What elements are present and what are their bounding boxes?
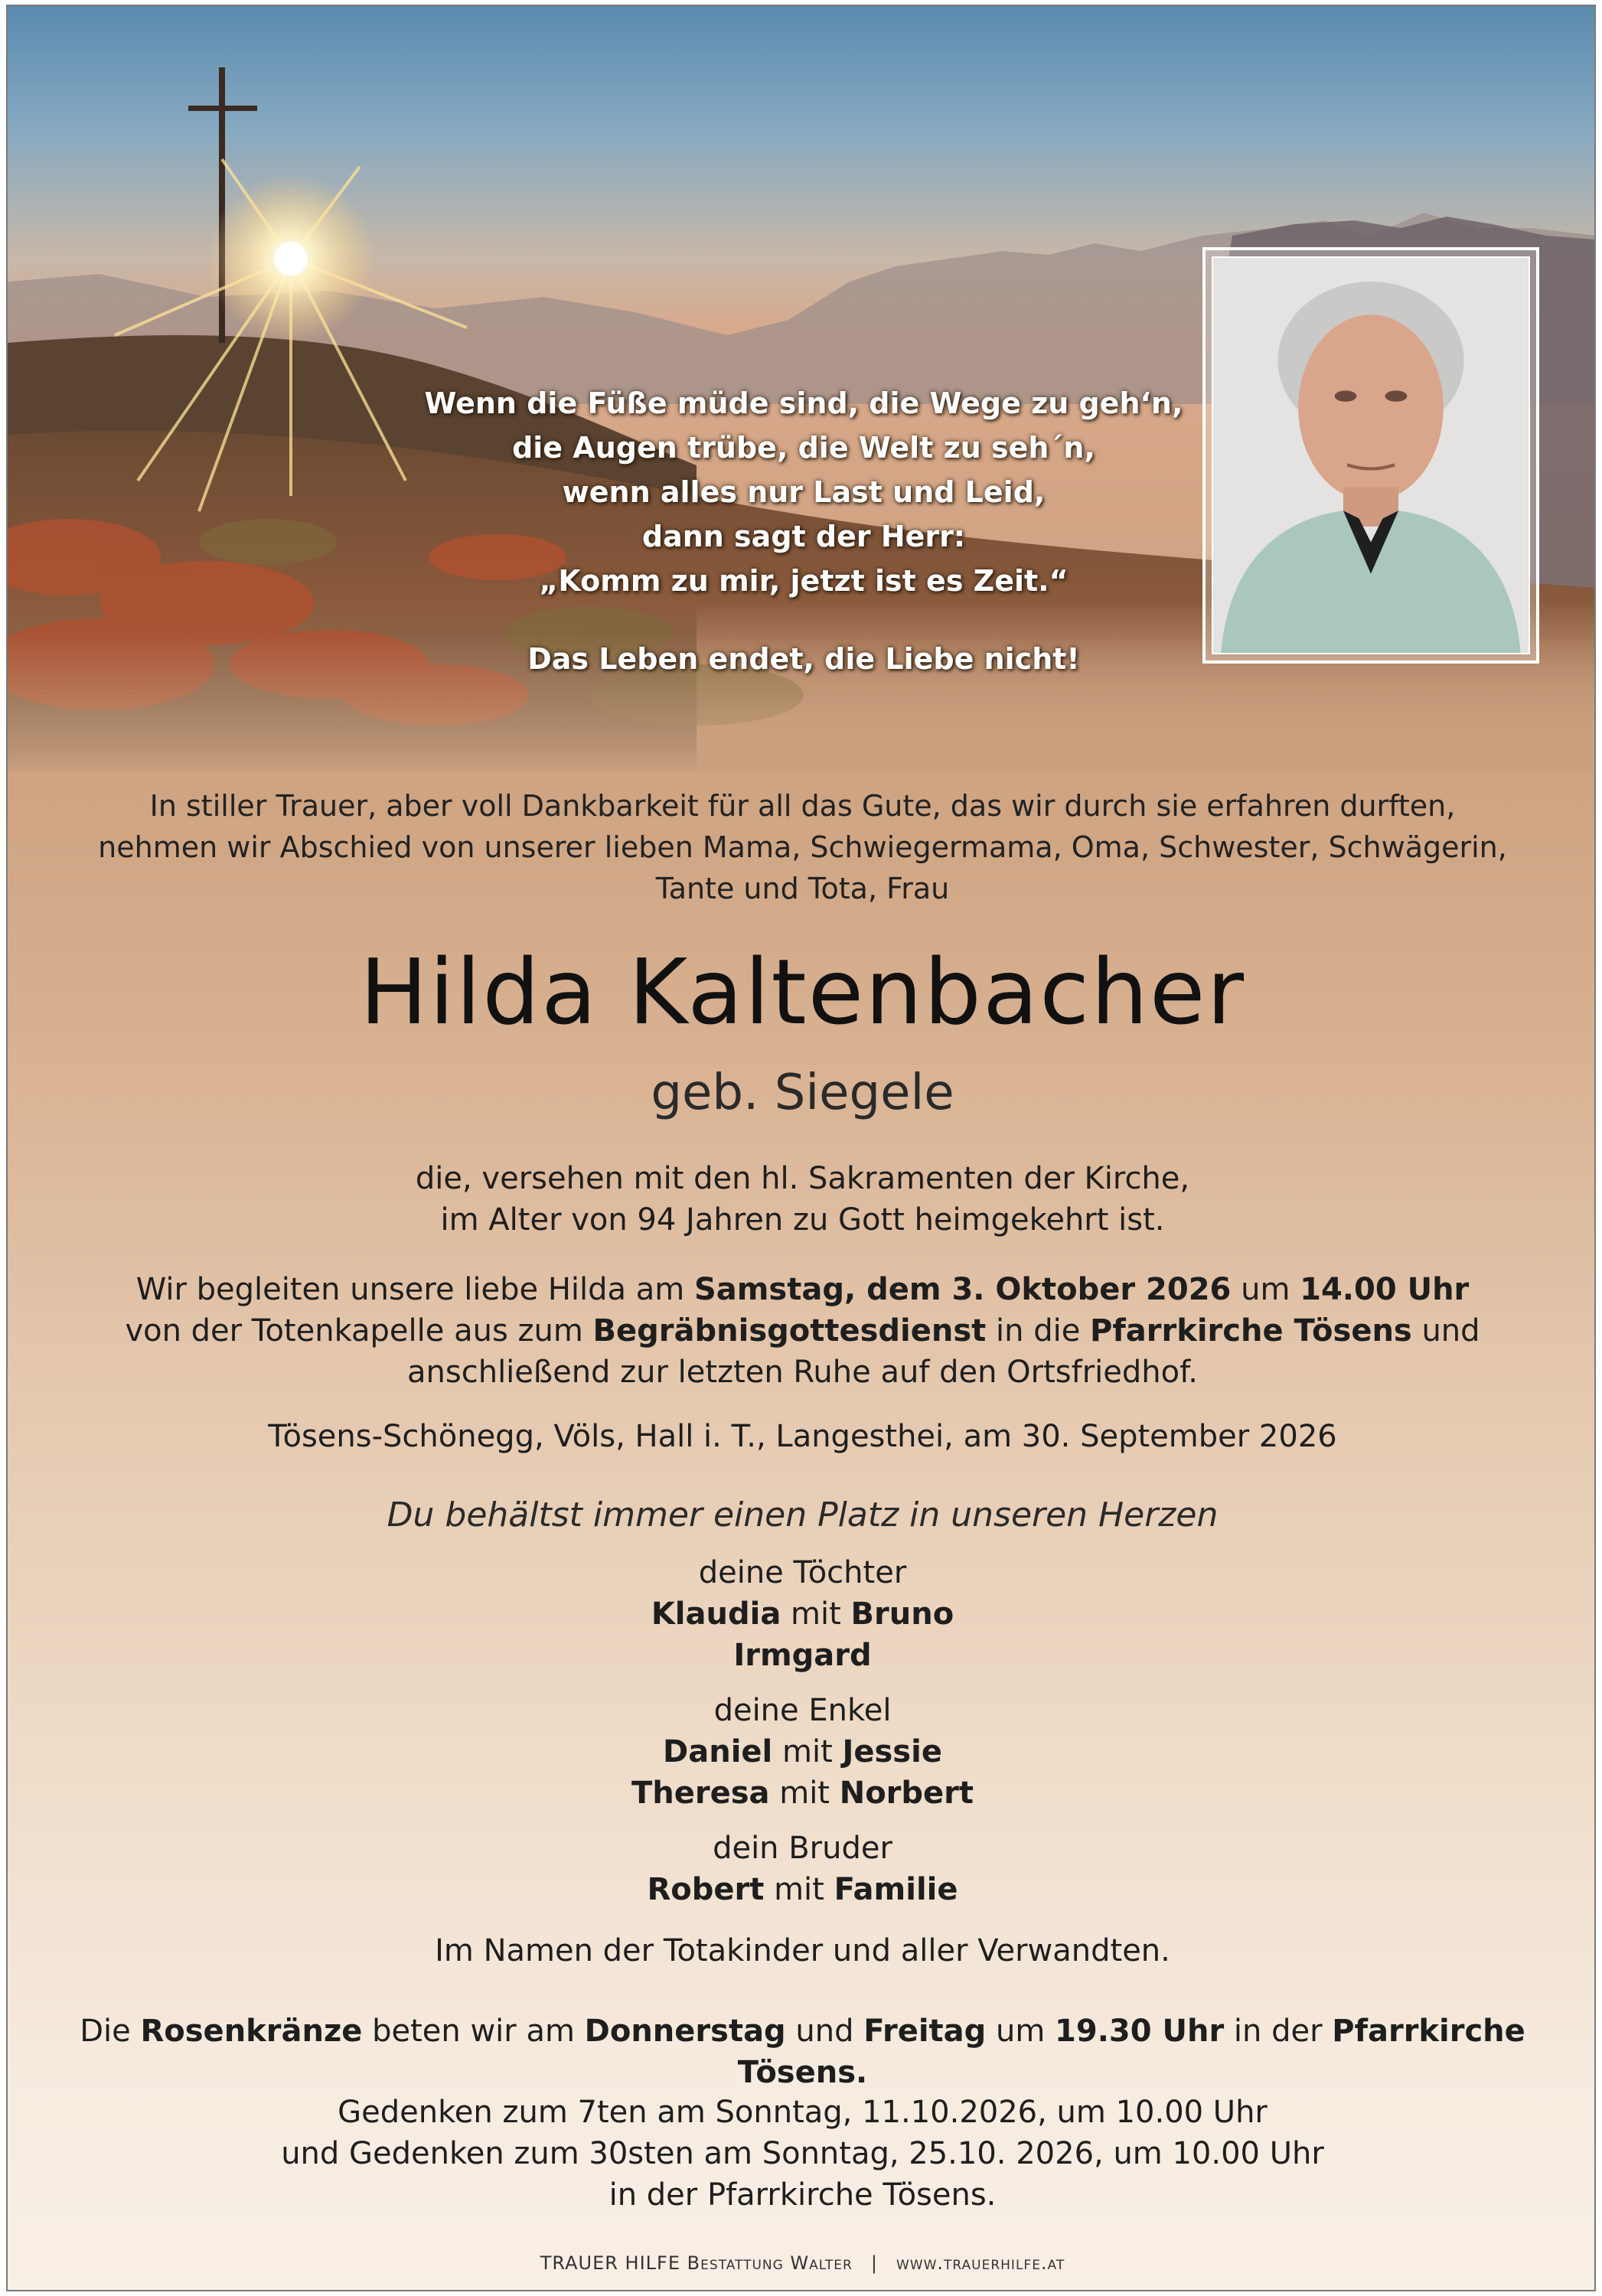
text: von der Totenkapelle aus zum bbox=[125, 1313, 593, 1349]
family-role: dein Bruder bbox=[713, 1831, 892, 1866]
funeral-line-3: anschließend zur letzten Ruhe auf den Ortsfriedhof. bbox=[407, 1355, 1198, 1390]
text: Pfarrkirche Tösens. bbox=[737, 2014, 1525, 2090]
memorial-line: Gedenken zum 7ten am Sonntag, 11.10.2026, um 10.00 Uhr bbox=[338, 2095, 1268, 2130]
member-name: Irmgard bbox=[733, 1638, 872, 1673]
funeral-time: 14.00 Uhr bbox=[1300, 1272, 1470, 1307]
text: um bbox=[986, 2014, 1055, 2049]
portrait-photo-frame bbox=[1202, 247, 1539, 664]
text: Donnerstag bbox=[584, 2014, 786, 2049]
obituary-card bbox=[6, 5, 1596, 2291]
motto: Du behältst immer einen Platz in unseren Herzen bbox=[387, 1495, 1219, 1534]
member-name: Norbert bbox=[839, 1776, 974, 1811]
family-group bbox=[38, 1690, 1567, 1814]
portrait-photo bbox=[1212, 256, 1530, 654]
text: mit bbox=[769, 1776, 840, 1811]
verse-line: die Augen trübe, die Welt zu seh´n, bbox=[512, 431, 1095, 465]
memorial-line: und Gedenken zum 30sten am Sonntag, 25.10. 2026, um 10.00 Uhr bbox=[281, 2136, 1324, 2171]
funeral-church: Pfarrkirche Tösens bbox=[1090, 1313, 1412, 1349]
text: in die bbox=[986, 1313, 1091, 1349]
member-name: Bruno bbox=[850, 1596, 954, 1632]
deceased-name: Hilda Kaltenbacher bbox=[359, 939, 1246, 1045]
family-role: deine Enkel bbox=[713, 1693, 892, 1728]
footer bbox=[38, 2252, 1567, 2274]
text: Rosenkränze bbox=[140, 2014, 363, 2049]
place-date: Tösens-Schönegg, Völs, Hall i. T., Langesthei, am 30. September 2026 bbox=[268, 1419, 1337, 1454]
text: mit bbox=[772, 1734, 843, 1769]
passing-text bbox=[38, 1158, 1567, 1241]
memorial-verse bbox=[329, 381, 1278, 681]
passing-line: die, versehen mit den hl. Sakramenten der Kirche, bbox=[415, 1161, 1190, 1196]
intro-line: Tante und Tota, Frau bbox=[655, 872, 950, 905]
member-name: Klaudia bbox=[651, 1596, 781, 1632]
family-member bbox=[38, 1593, 1567, 1635]
member-name: Jessie bbox=[842, 1734, 942, 1769]
funeral-line-1 bbox=[38, 1269, 1567, 1310]
funeral-details bbox=[38, 1269, 1567, 1393]
text: um bbox=[1231, 1272, 1300, 1307]
family-role: deine Töchter bbox=[698, 1555, 907, 1590]
funeral-home-name: TRAUER HILFE Bestattung Walter bbox=[540, 2252, 853, 2274]
text: mit bbox=[764, 1872, 834, 1907]
text: Freitag bbox=[863, 2014, 987, 2049]
funeral-line-2 bbox=[38, 1310, 1567, 1352]
passing-line: im Alter von 94 Jahren zu Gott heimgekehrt ist. bbox=[440, 1202, 1165, 1238]
memorial-line: in der Pfarrkirche Tösens. bbox=[608, 2177, 997, 2213]
verse-closing: Das Leben endet, die Liebe nicht! bbox=[527, 642, 1080, 676]
family-member bbox=[38, 1773, 1567, 1814]
text: und bbox=[785, 2014, 864, 2049]
verse-line: Wenn die Füße müde sind, die Wege zu geh‘n, bbox=[424, 386, 1183, 420]
footer-separator: | bbox=[870, 2252, 878, 2274]
family-list bbox=[38, 1552, 1567, 1924]
family-group bbox=[38, 1552, 1567, 1676]
intro-line: In stiller Trauer, aber voll Dankbarkeit für all das Gute, das wir durch sie erfahren durften, bbox=[149, 789, 1456, 823]
family-member bbox=[38, 1731, 1567, 1773]
member-name: Robert bbox=[647, 1872, 765, 1907]
text: 19.30 Uhr bbox=[1055, 2014, 1225, 2049]
family-member bbox=[38, 1869, 1567, 1910]
text: Wir begleiten unsere liebe Hilda am bbox=[135, 1272, 694, 1307]
family-group bbox=[38, 1828, 1567, 1910]
rosary-info bbox=[38, 2011, 1567, 2093]
member-name: Theresa bbox=[631, 1776, 770, 1811]
funeral-service: Begräbnisgottesdienst bbox=[592, 1313, 987, 1349]
memorial-services bbox=[38, 2092, 1567, 2216]
intro-text bbox=[38, 785, 1567, 909]
funeral-date: Samstag, dem 3. Oktober 2026 bbox=[693, 1272, 1232, 1307]
text: und bbox=[1411, 1313, 1480, 1349]
verse-line: dann sagt der Herr: bbox=[641, 520, 966, 553]
text: in der bbox=[1224, 2014, 1333, 2049]
member-name: Daniel bbox=[663, 1734, 773, 1769]
relatives-note: Im Namen der Totakinder und aller Verwandten. bbox=[435, 1933, 1170, 1968]
funeral-home-website[interactable]: www.trauerhilfe.at bbox=[896, 2252, 1065, 2274]
verse-line: „Komm zu mir, jetzt ist es Zeit.“ bbox=[539, 564, 1069, 598]
text: Die bbox=[80, 2014, 141, 2049]
intro-line: nehmen wir Abschied von unserer lieben Mama, Schwiegermama, Oma, Schwester, Schwägerin, bbox=[98, 830, 1507, 864]
maiden-name: geb. Siegele bbox=[651, 1065, 954, 1121]
text: mit bbox=[781, 1596, 851, 1632]
text: beten wir am bbox=[362, 2014, 585, 2049]
verse-line: wenn alles nur Last und Leid, bbox=[562, 475, 1046, 509]
family-member bbox=[38, 1635, 1567, 1676]
member-name: Familie bbox=[834, 1872, 958, 1907]
